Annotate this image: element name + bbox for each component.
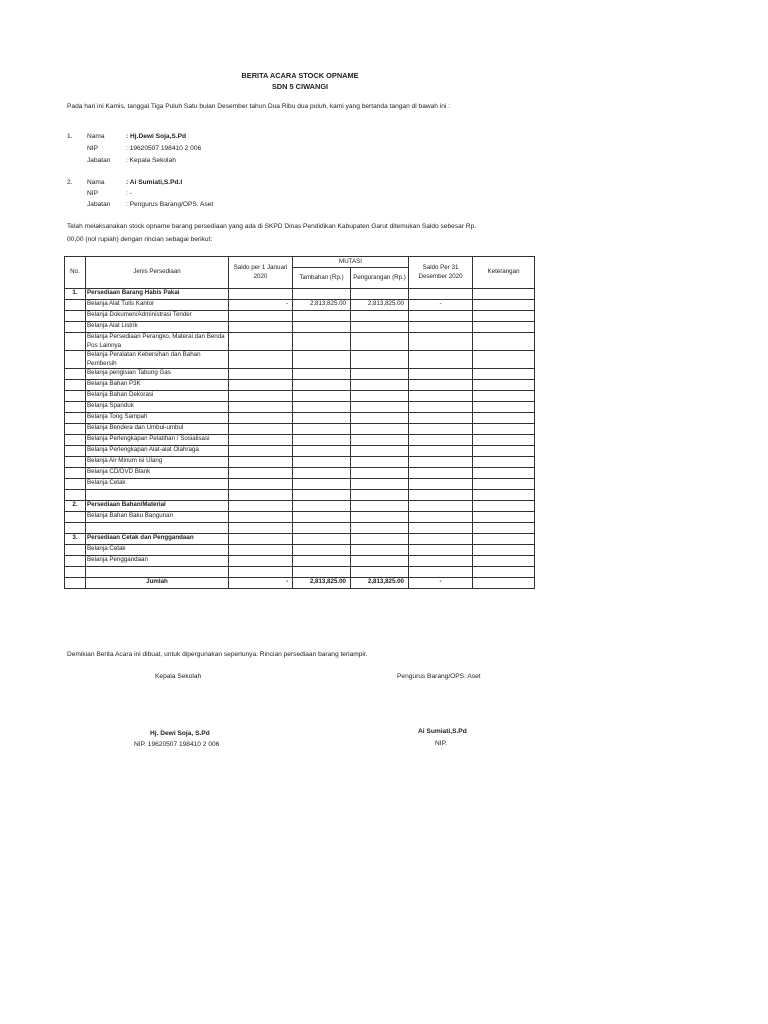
person2-position: : Pengurus Barang/OPS. Aset [126, 201, 214, 208]
tambahan-cell [293, 322, 351, 333]
pengurangan-cell [351, 391, 409, 402]
person2-name-label: Nama [87, 179, 105, 186]
saldo-akhir-cell [409, 457, 473, 468]
person2-position-label: Jabatan [87, 201, 111, 208]
tambahan-cell: 2,813,825.00 [293, 300, 351, 311]
table-row [65, 369, 535, 380]
pengurangan-cell [351, 479, 409, 490]
item-name: Belanja Bahan P3K [86, 380, 229, 391]
no-cell [65, 402, 86, 413]
item-name: Belanja Tong Sampah [86, 413, 229, 424]
pengurangan-cell [351, 424, 409, 435]
section2-items [65, 512, 535, 523]
person2-nip: : - [126, 190, 132, 197]
sign-right-nip: NIP. [435, 740, 447, 747]
pengurangan-cell [351, 545, 409, 556]
pengurangan-cell [351, 322, 409, 333]
table-row [65, 311, 535, 322]
item-name: Belanja Perlengkapan Pelatihan / Sosialisasi [86, 435, 229, 446]
no-cell [65, 512, 86, 523]
saldo-awal-cell [229, 457, 293, 468]
pengurangan-cell [351, 556, 409, 567]
item-name: Belanja Spanduk [86, 402, 229, 413]
saldo-akhir-cell [409, 413, 473, 424]
header-mutasi: MUTASI [293, 257, 409, 268]
saldo-akhir-cell [409, 468, 473, 479]
stock-table [64, 256, 535, 589]
table-row [65, 300, 535, 311]
sign-left-role: Kepala Sekolah [155, 673, 202, 680]
no-cell [65, 413, 86, 424]
pengurangan-cell [351, 311, 409, 322]
saldo-awal-cell [229, 351, 293, 369]
tambahan-cell [293, 457, 351, 468]
item-name: Belanja Persediaan Perangko, Materai dan Benda Pos Lainnya [86, 333, 229, 351]
saldo-awal-cell [229, 468, 293, 479]
table-row [65, 413, 535, 424]
tambahan-cell [293, 402, 351, 413]
keterangan-cell [473, 351, 535, 369]
section1-items [65, 300, 535, 490]
statement-line2: 00,00 (nol rupiah) dengan rincian sebagai berikut: [67, 236, 213, 243]
item-name: Belanja Alat Tulis Kantor [86, 300, 229, 311]
sign-right-name: Ai Sumiati,S.Pd [418, 728, 467, 735]
keterangan-cell [473, 457, 535, 468]
saldo-awal-cell [229, 311, 293, 322]
spacer-row [65, 567, 535, 578]
section-number: 1. [65, 289, 86, 300]
tambahan-cell [293, 311, 351, 322]
saldo-akhir-cell: - [409, 300, 473, 311]
saldo-akhir-cell [409, 424, 473, 435]
saldo-awal-cell [229, 479, 293, 490]
pengurangan-cell [351, 402, 409, 413]
pengurangan-cell [351, 512, 409, 523]
item-name: Belanja Dokumen/Administrasi Tender [86, 311, 229, 322]
saldo-awal-cell [229, 333, 293, 351]
keterangan-cell [473, 479, 535, 490]
saldo-akhir-cell [409, 369, 473, 380]
no-cell [65, 391, 86, 402]
person1-position-label: Jabatan [87, 157, 111, 164]
table-row [65, 435, 535, 446]
section-row [65, 534, 535, 545]
person1-nip-label: NIP [87, 145, 98, 152]
table-row [65, 322, 535, 333]
tambahan-cell [293, 446, 351, 457]
table-row [65, 333, 535, 351]
person1-name: : Hj.Dewi Soja,S.Pd [126, 133, 187, 140]
saldo-awal-cell [229, 369, 293, 380]
saldo-akhir-cell [409, 311, 473, 322]
saldo-akhir-cell [409, 333, 473, 351]
saldo-awal-cell [229, 545, 293, 556]
statement-line1: Telah melaksanakan stock opname barang persediaan yang ada di SKPD Dinas Pendidikan Kabupaten Garut ditemukan Saldo sebesar Rp. [67, 223, 477, 230]
saldo-awal-cell [229, 322, 293, 333]
saldo-akhir-cell [409, 512, 473, 523]
pengurangan-cell [351, 468, 409, 479]
table-row [65, 446, 535, 457]
total-pengurangan: 2,813,825.00 [351, 578, 409, 589]
spacer-row [65, 490, 535, 501]
header-saldo-awal: Saldo per 1 Januari 2020 [229, 257, 293, 289]
person2-number: 2. [67, 179, 73, 186]
tambahan-cell [293, 333, 351, 351]
no-cell [65, 446, 86, 457]
table-row [65, 556, 535, 567]
saldo-akhir-cell [409, 402, 473, 413]
item-name: Belanja Cetak [86, 479, 229, 490]
item-name: Belanja Bahan Baku Bangunan [86, 512, 229, 523]
no-cell [65, 457, 86, 468]
pengurangan-cell [351, 351, 409, 369]
tambahan-cell [293, 413, 351, 424]
keterangan-cell [473, 446, 535, 457]
saldo-awal-cell [229, 435, 293, 446]
no-cell [65, 435, 86, 446]
header-pengurangan: Pengurangan (Rp.) [351, 268, 409, 289]
total-label: Jumlah [86, 578, 229, 589]
tambahan-cell [293, 380, 351, 391]
saldo-awal-cell [229, 380, 293, 391]
pengurangan-cell [351, 457, 409, 468]
section-label: Persediaan Bahan/Material [86, 501, 229, 512]
keterangan-cell [473, 424, 535, 435]
item-name: Belanja Alat Listrik [86, 322, 229, 333]
tambahan-cell [293, 479, 351, 490]
keterangan-cell [473, 435, 535, 446]
doc-subtitle: SDN 5 CIWANGI [271, 82, 329, 91]
item-name: Belanja Air Minum isi Ulang [86, 457, 229, 468]
table-row [65, 457, 535, 468]
section-number: 3. [65, 534, 86, 545]
saldo-awal-cell [229, 413, 293, 424]
total-row [65, 578, 535, 589]
pengurangan-cell [351, 446, 409, 457]
header-saldo-akhir: Saldo Per 31 Desember 2020 [409, 257, 473, 289]
section3-items [65, 545, 535, 567]
table-row [65, 468, 535, 479]
keterangan-cell [473, 391, 535, 402]
header-keterangan: Keterangan [473, 257, 535, 289]
no-cell [65, 311, 86, 322]
no-cell [65, 351, 86, 369]
saldo-akhir-cell [409, 351, 473, 369]
no-cell [65, 468, 86, 479]
saldo-awal-cell [229, 402, 293, 413]
tambahan-cell [293, 424, 351, 435]
item-name: Belanja Bendera dan Umbul-umbul [86, 424, 229, 435]
no-cell [65, 322, 86, 333]
keterangan-cell [473, 333, 535, 351]
item-name: Belanja Peralatan Kebersihan dan Bahan Pembersih [86, 351, 229, 369]
keterangan-cell [473, 300, 535, 311]
closing-text: Demikian Berita Acara ini dibuat, untuk dipergunakan seperlunya. Rincian persediaan barang terlampir. [67, 651, 368, 658]
pengurangan-cell [351, 369, 409, 380]
saldo-akhir-cell [409, 380, 473, 391]
table-row [65, 424, 535, 435]
tambahan-cell [293, 369, 351, 380]
saldo-akhir-cell [409, 322, 473, 333]
section-label: Persediaan Cetak dan Penggandaan [86, 534, 229, 545]
tambahan-cell [293, 512, 351, 523]
header-no: No. [65, 257, 86, 289]
item-name: Belanja Perlengkapan Alat-alat Olahraga [86, 446, 229, 457]
item-name: Belanja Cetak [86, 545, 229, 556]
saldo-awal-cell: - [229, 300, 293, 311]
table-header-row [65, 257, 535, 268]
keterangan-cell [473, 468, 535, 479]
total-saldo-akhir: - [409, 578, 473, 589]
total-tambahan: 2,813,825.00 [293, 578, 351, 589]
saldo-awal-cell [229, 556, 293, 567]
no-cell [65, 300, 86, 311]
header-jenis: Jenis Persediaan [86, 257, 229, 289]
item-name: Belanja Penggandaan [86, 556, 229, 567]
table-row [65, 391, 535, 402]
no-cell [65, 479, 86, 490]
pengurangan-cell [351, 380, 409, 391]
keterangan-cell [473, 380, 535, 391]
intro-text: Pada hari ini Kamis, tanggal Tiga Puluh Satu bulan Desember tahun Dua Ribu dua puluh, kami yang bertanda tangan di bawah ini : [67, 103, 451, 110]
pengurangan-cell [351, 435, 409, 446]
item-name: Belanja Bahan Dekorasi [86, 391, 229, 402]
tambahan-cell [293, 351, 351, 369]
spacer-row [65, 523, 535, 534]
tambahan-cell [293, 556, 351, 567]
tambahan-cell [293, 468, 351, 479]
no-cell [65, 424, 86, 435]
pengurangan-cell [351, 413, 409, 424]
saldo-awal-cell [229, 446, 293, 457]
keterangan-cell [473, 402, 535, 413]
saldo-akhir-cell [409, 556, 473, 567]
pengurangan-cell: 2,813,825.00 [351, 300, 409, 311]
sign-right-role: Pengurus Barang/OPS. Aset [397, 673, 481, 680]
keterangan-cell [473, 545, 535, 556]
table-row [65, 512, 535, 523]
sign-left-nip: NIP. 19620507 198410 2 006 [134, 741, 220, 748]
person2-nip-label: NIP [87, 190, 98, 197]
table-row [65, 402, 535, 413]
no-cell [65, 333, 86, 351]
person1-nip: : 19620507 198410 2 006 [126, 145, 202, 152]
no-cell [65, 545, 86, 556]
no-cell [65, 369, 86, 380]
no-cell [65, 380, 86, 391]
person1-position: : Kepala Sekolah [126, 157, 176, 164]
keterangan-cell [473, 322, 535, 333]
saldo-akhir-cell [409, 435, 473, 446]
section-row [65, 289, 535, 300]
table-row [65, 351, 535, 369]
sign-left-name: Hj. Dewi Soja, S.Pd [150, 730, 210, 737]
person1-number: 1. [67, 133, 73, 140]
saldo-akhir-cell [409, 391, 473, 402]
person1-name-label: Nama [87, 133, 105, 140]
saldo-awal-cell [229, 391, 293, 402]
saldo-awal-cell [229, 424, 293, 435]
header-tambahan: Tambahan (Rp.) [293, 268, 351, 289]
keterangan-cell [473, 311, 535, 322]
table-row [65, 545, 535, 556]
total-saldo-awal: - [229, 578, 293, 589]
saldo-akhir-cell [409, 446, 473, 457]
tambahan-cell [293, 545, 351, 556]
keterangan-cell [473, 512, 535, 523]
pengurangan-cell [351, 333, 409, 351]
keterangan-cell [473, 556, 535, 567]
no-cell [65, 556, 86, 567]
saldo-akhir-cell [409, 479, 473, 490]
doc-title: BERITA ACARA STOCK OPNAME [241, 71, 359, 80]
section-row [65, 501, 535, 512]
saldo-akhir-cell [409, 545, 473, 556]
section-label: Persediaan Barang Habis Pakai [86, 289, 229, 300]
keterangan-cell [473, 413, 535, 424]
table-row [65, 380, 535, 391]
person2-name: : Ai Sumiati,S.Pd.I [126, 179, 183, 186]
keterangan-cell [473, 369, 535, 380]
table-row [65, 479, 535, 490]
saldo-awal-cell [229, 512, 293, 523]
tambahan-cell [293, 391, 351, 402]
section-number: 2. [65, 501, 86, 512]
tambahan-cell [293, 435, 351, 446]
item-name: Belanja pengisian Tabung Gas [86, 369, 229, 380]
item-name: Belanja CD/DVD Blank [86, 468, 229, 479]
